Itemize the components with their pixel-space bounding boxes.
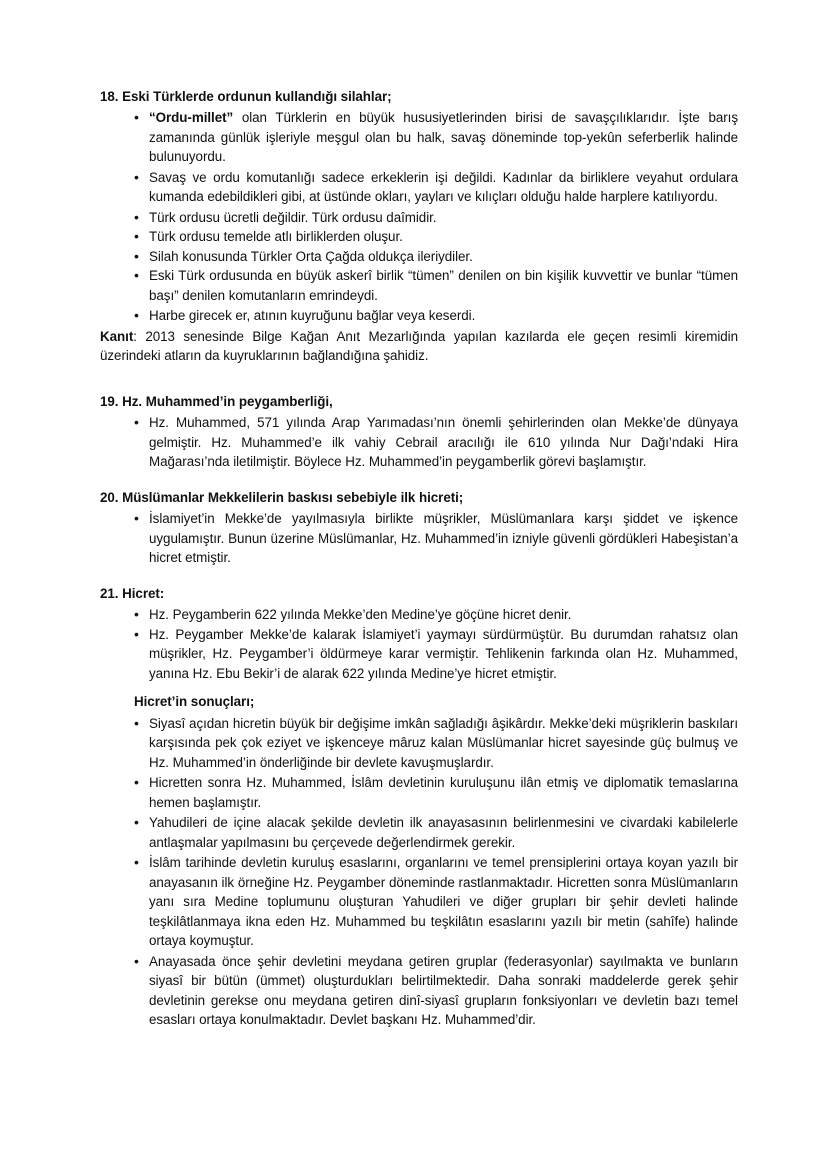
section-21: [100, 585, 738, 1030]
list-item: • Silah konusunda Türkler Orta Çağda oldukça ileriydiler.: [100, 247, 738, 267]
list-item: • Türk ordusu ücretli değildir. Türk ordusu daîmidir.: [100, 208, 738, 228]
section-20: [100, 489, 738, 568]
subsection-spacer: [100, 684, 738, 693]
section-spacer: [100, 473, 738, 489]
section-18-bullet-list: [100, 108, 738, 326]
proof-text: : 2013 senesinde Bilge Kağan Anıt Mezarlığında yapılan kazılarda ele geçen resimli kiremidin üzerindeki atların da kuyruklarının bağlandığına şahidiz.: [100, 328, 738, 364]
section-19: [100, 393, 738, 472]
section-20-heading: 20. Müslümanlar Mekkelilerin baskısı sebebiyle ilk hicreti;: [100, 489, 464, 505]
list-item: • Savaş ve ordu komutanlığı sadece erkeklerin işi değildi. Kadınlar da birliklere veyahut ordulara kumanda edebildikleri gibi, at üstünde okları, yayları ve kılıçları olduğu halde harplere katılıyordu.: [100, 168, 738, 207]
section-18-proof-paragraph: [100, 327, 738, 366]
bullet-lead-bold: “Ordu-millet”: [149, 110, 234, 126]
section-19-bullet-list: [100, 413, 738, 472]
list-item: • Türk ordusu temelde atlı birliklerden oluşur.: [100, 227, 738, 247]
document-content: [100, 88, 738, 1031]
list-item: • İslâm tarihinde devletin kuruluş esaslarını, organlarını ve temel prensiplerini ortaya koyan yazılı bir anayasanın ilk örneğine Hz. Peygamber döneminde rastlanmaktadır. Hicretten sonra Müslümanların yanı sıra Medine toplumunu oluşturan Yahudileri ve diğer grupları bir şehir devleti halinde teşkilâtlanmaya ikna eden Hz. Muhammed bu teşkilâtın esaslarını yazılı bir metin (sahîfe) halinde ortaya koymuştur.: [100, 853, 738, 951]
list-item: • Eski Türk ordusunda en büyük askerî birlik “tümen” denilen on bin kişilik kuvvettir ve bunlar “tümen başı” denilen komutanların emrindeydi.: [100, 266, 738, 305]
section-19-heading: 19. Hz. Muhammed’in peygamberliği,: [100, 393, 333, 409]
section-20-bullet-list: [100, 509, 738, 568]
list-item: • Yahudileri de içine alacak şekilde devletin ilk anayasasının belirlenmesini ve civardaki kabilelerle antlaşmalar yapılmasını bu çerçevede değerlendirmek gerekir.: [100, 813, 738, 852]
bullet-text: olan Türklerin en büyük hususiyetlerinden birisi de savaşçılıklarıdır. İşte barış zamanında günlük işleriyle meşgul olan bu halk, savaş döneminde top-yekûn seferberlik halinde bulunuyordu.: [149, 110, 738, 165]
list-item: • Hicretten sonra Hz. Muhammed, İslâm devletinin kuruluşunu ilân etmiş ve diplomatik temaslarına hemen başlamıştır.: [100, 773, 738, 812]
list-item: • Hz. Peygamberin 622 yılında Mekke’den Medine’ye göçüne hicret denir.: [100, 605, 738, 625]
proof-label: Kanıt: [100, 328, 134, 344]
list-item: [100, 108, 738, 167]
list-item: • İslamiyet’in Mekke’de yayılmasıyla birlikte müşrikler, Müslümanlara karşı şiddet ve işkence uygulamıştır. Bunun üzerine Müslümanlar, Hz. Muhammed’in izniyle güvenli gördükleri Habeşistan’a hicret etmiştir.: [100, 509, 738, 568]
list-item: • Harbe girecek er, atının kuyruğunu bağlar veya keserdi.: [100, 306, 738, 326]
section-spacer: [100, 366, 738, 393]
section-21-heading: 21. Hicret:: [100, 585, 165, 601]
list-item: • Hz. Peygamber Mekke’de kalarak İslamiyet’i yaymayı sürdürmüştür. Bu durumdan rahatsız olan müşrikler, Hz. Peygamber’i öldürmeye karar vermiştir. Tehlikenin farkında olan Hz. Muhammed, yanına Hz. Ebu Bekir’i de alarak 622 yılında Medine’ye hicret etmiştir.: [100, 625, 738, 684]
list-item: • Hz. Muhammed, 571 yılında Arap Yarımadası’nın önemli şehirlerinden olan Mekke’de dünyaya gelmiştir. Hz. Muhammed’e ilk vahiy Cebrail aracılığı ile 610 yılında Nur Dağı’ndaki Hira Mağarası’nda iletilmiştir. Böylece Hz. Muhammed’in peygamberlik görevi başlamıştır.: [100, 413, 738, 472]
hicret-sonuclari-heading: Hicret’in sonuçları;: [134, 694, 255, 710]
section-21-bullet-list: [100, 605, 738, 683]
section-18: [100, 88, 738, 366]
section-18-heading: 18. Eski Türklerde ordunun kullandığı silahlar;: [100, 89, 392, 104]
list-item: • Siyasî açıdan hicretin büyük bir değişime imkân sağladığı âşikârdır. Mekke’deki müşriklerin baskıları karşısında pek çok eziyet ve işkenceye mâruz kalan Müslümanlar hicret sayesinde güç bulmuş ve Hz. Muhammed’in önderliğinde bir devlete kavuşmuşlardır.: [100, 714, 738, 773]
section-spacer: [100, 569, 738, 585]
hicret-sonuclari-bullet-list: [100, 714, 738, 1030]
list-item: • Anayasada önce şehir devletini meydana getiren gruplar (federasyonlar) sayılmakta ve bunların siyasî bir bütün (ümmet) oluşturdukları belirtilmektedir. Daha sonraki maddelerde gerek şehir devletinin gerekse onu meydana getiren dinî-siyasî grupların fonksiyonları ve devletin bazı temel esasları ortaya konulmaktadır. Devlet başkanı Hz. Muhammed’dir.: [100, 952, 738, 1030]
